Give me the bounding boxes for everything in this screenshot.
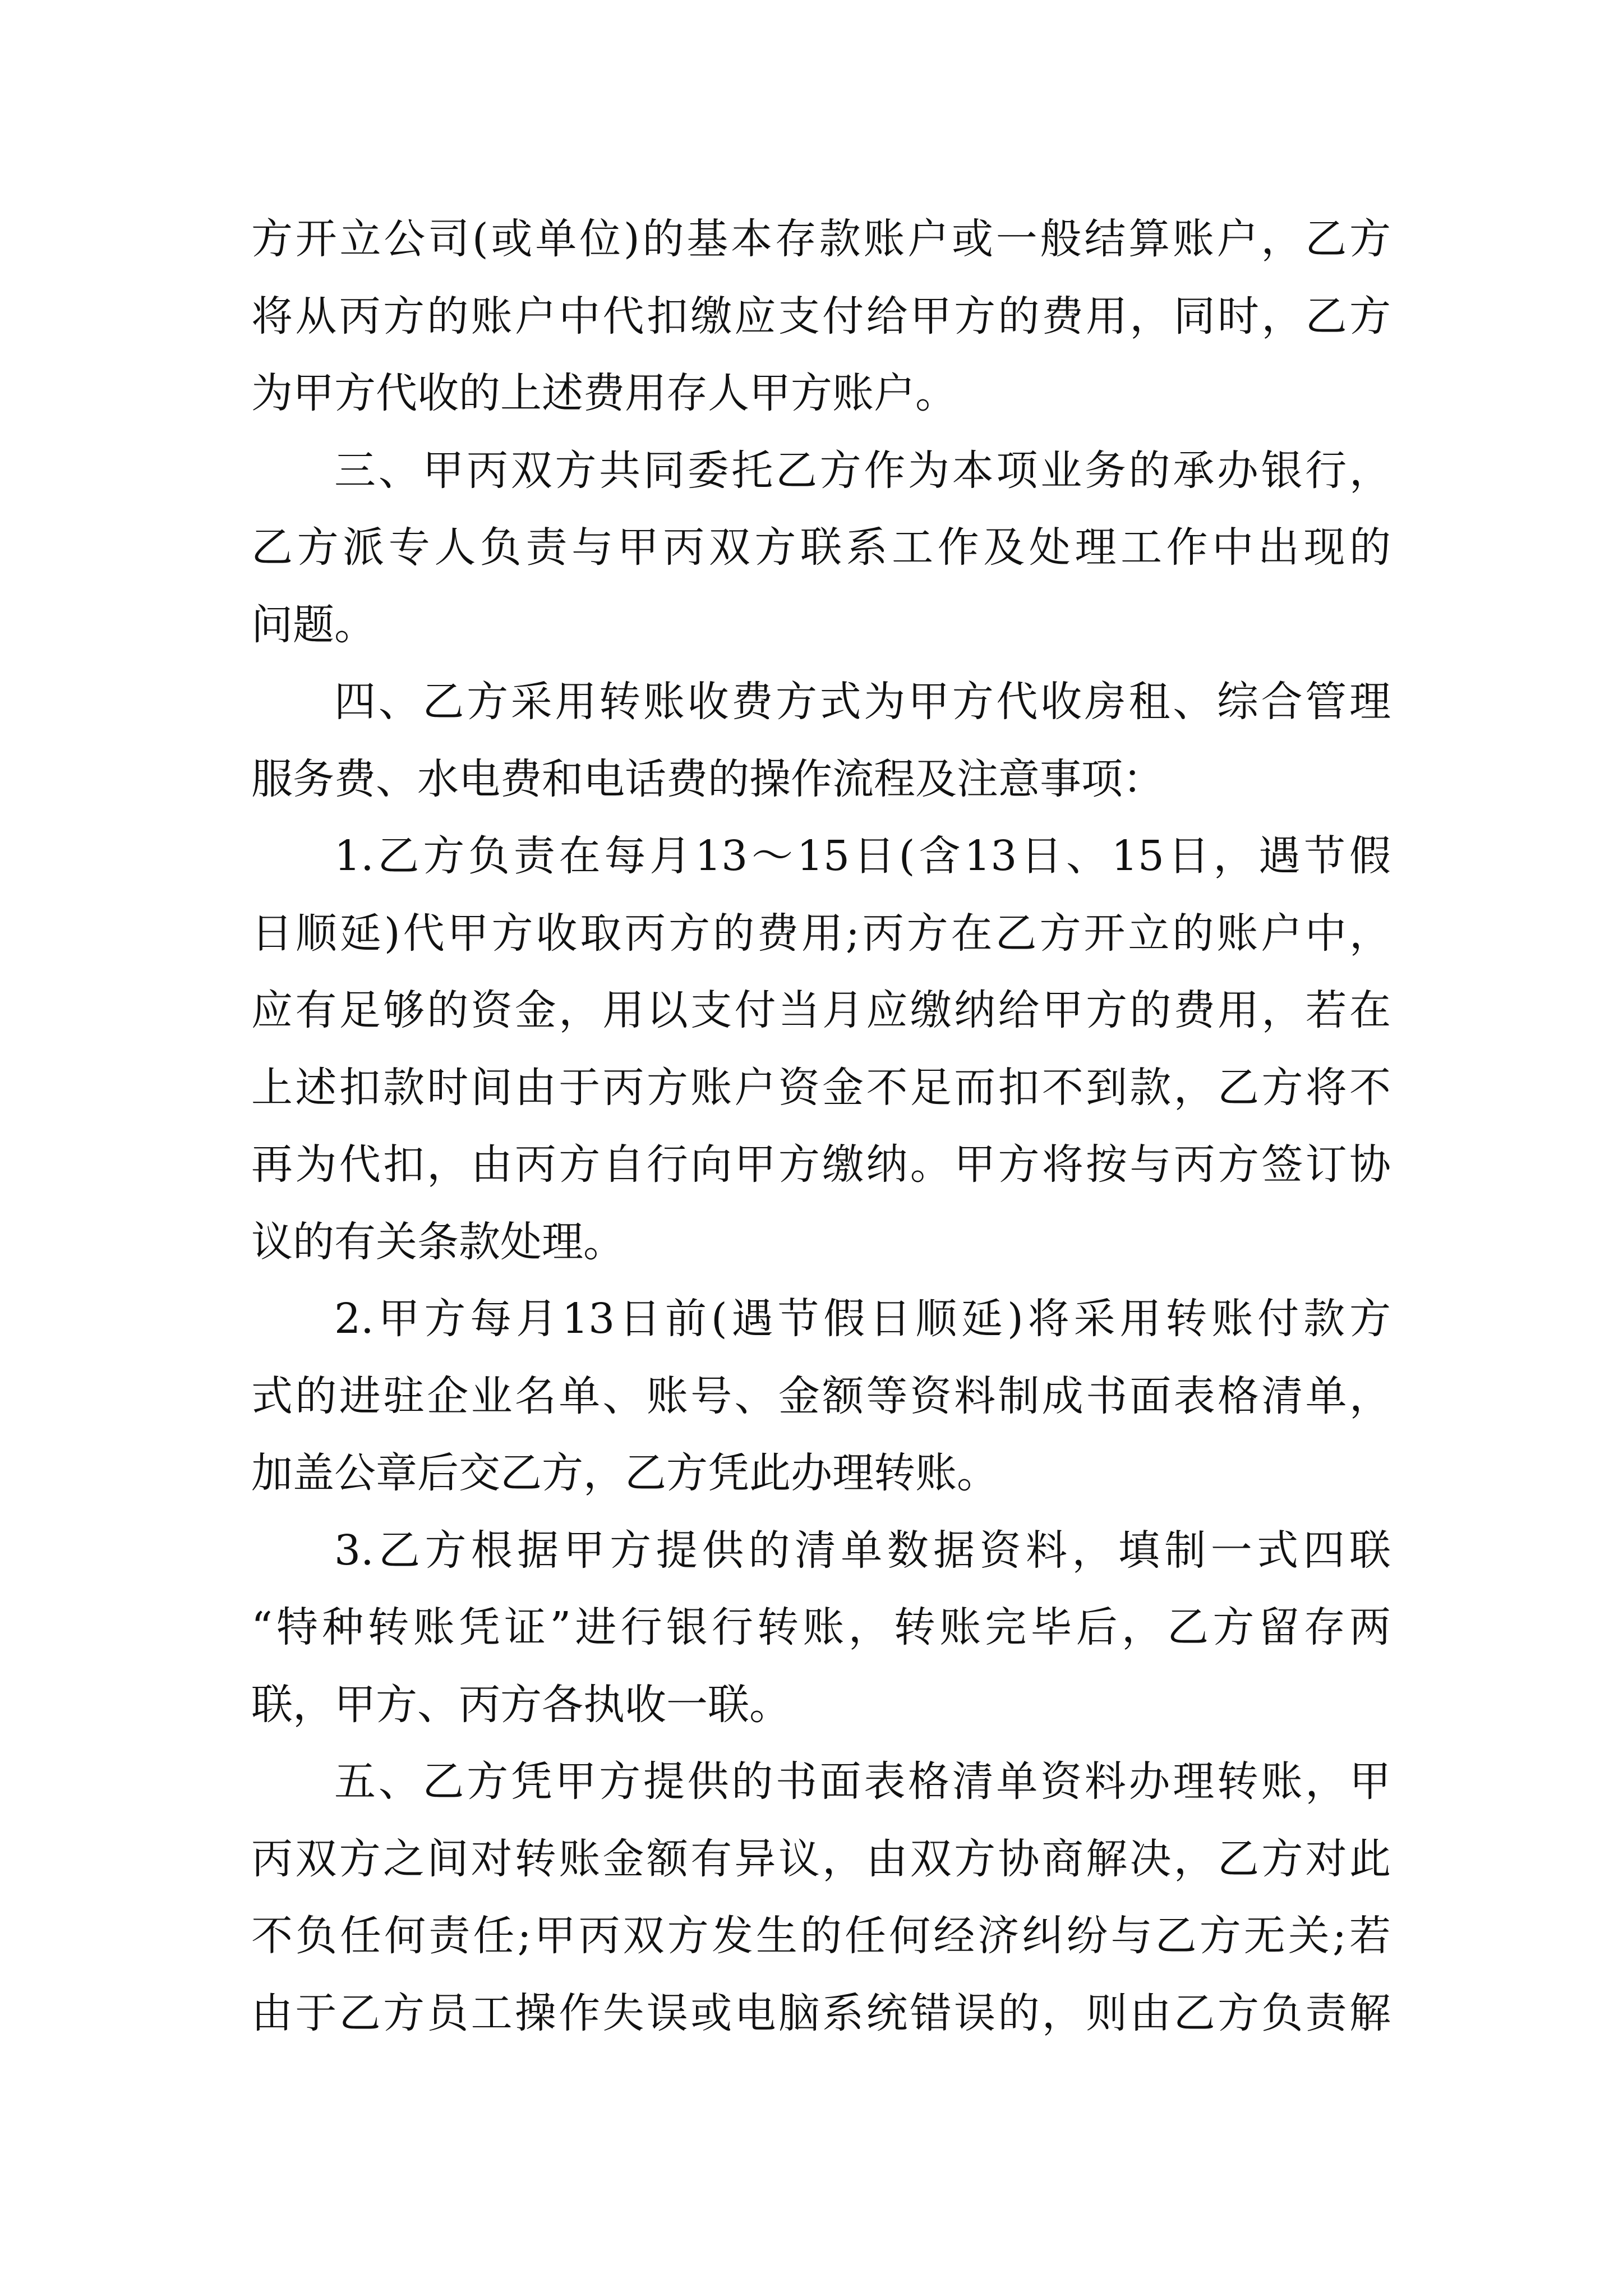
text-line: 上述扣款时间由于丙方账户资金不足而扣不到款，乙方将不 [251,1063,1391,1112]
text-line: 服务费、水电费和电话费的操作流程及注意事项： [251,754,1164,803]
text-line: 日顺延)代甲方收取丙方的费用;丙方在乙方开立的账户中， [251,909,1391,958]
text-line: 联，甲方、丙方各执收一联。 [251,1680,791,1729]
text-line: 四、乙方采用转账收费方式为甲方代收房租、综合管理 [334,678,1391,726]
text-line: 2.甲方每月13日前(遇节假日顺延)将采用转账付款方 [334,1295,1391,1343]
text-line: 议的有关条款处理。 [251,1217,625,1266]
text-line: 再为代扣，由丙方自行向甲方缴纳。甲方将按与丙方签订协 [251,1140,1391,1189]
text-line: 为甲方代收的上述费用存人甲方账户。 [251,369,957,417]
text-line: 问题。 [251,600,376,649]
text-line: 丙双方之间对转账金额有异议，由双方协商解决，乙方对此 [251,1834,1391,1883]
text-line: 五、乙方凭甲方提供的书面表格清单资料办理转账，甲 [334,1757,1391,1806]
text-line: “特种转账凭证”进行银行转账，转账完毕后，乙方留存两 [251,1603,1391,1651]
document-body [251,201,1391,2052]
text-line: 3.乙方根据甲方提供的清单数据资料，填制一式四联 [334,1526,1391,1575]
text-line: 乙方派专人负责与甲丙双方联系工作及处理工作中出现的 [251,523,1391,572]
text-line: 不负任何责任;甲丙双方发生的任何经济纠纷与乙方无关;若 [251,1912,1391,1960]
text-line: 1.乙方负责在每月13～15日(含13日、15日，遇节假 [334,832,1391,880]
text-line: 将从丙方的账户中代扣缴应支付给甲方的费用，同时，乙方 [251,292,1391,341]
text-line: 由于乙方员工操作失误或电脑系统错误的，则由乙方负责解 [251,1989,1391,2037]
text-line: 加盖公章后交乙方，乙方凭此办理转账。 [251,1449,998,1497]
text-line: 应有足够的资金，用以支付当月应缴纳给甲方的费用，若在 [251,986,1391,1034]
text-line: 式的进驻企业名单、账号、金额等资料制成书面表格清单， [251,1372,1391,1420]
text-line: 三、甲丙双方共同委托乙方作为本项业务的承办银行， [334,446,1391,495]
text-line: 方开立公司(或单位)的基本存款账户或一般结算账户，乙方 [251,215,1391,263]
